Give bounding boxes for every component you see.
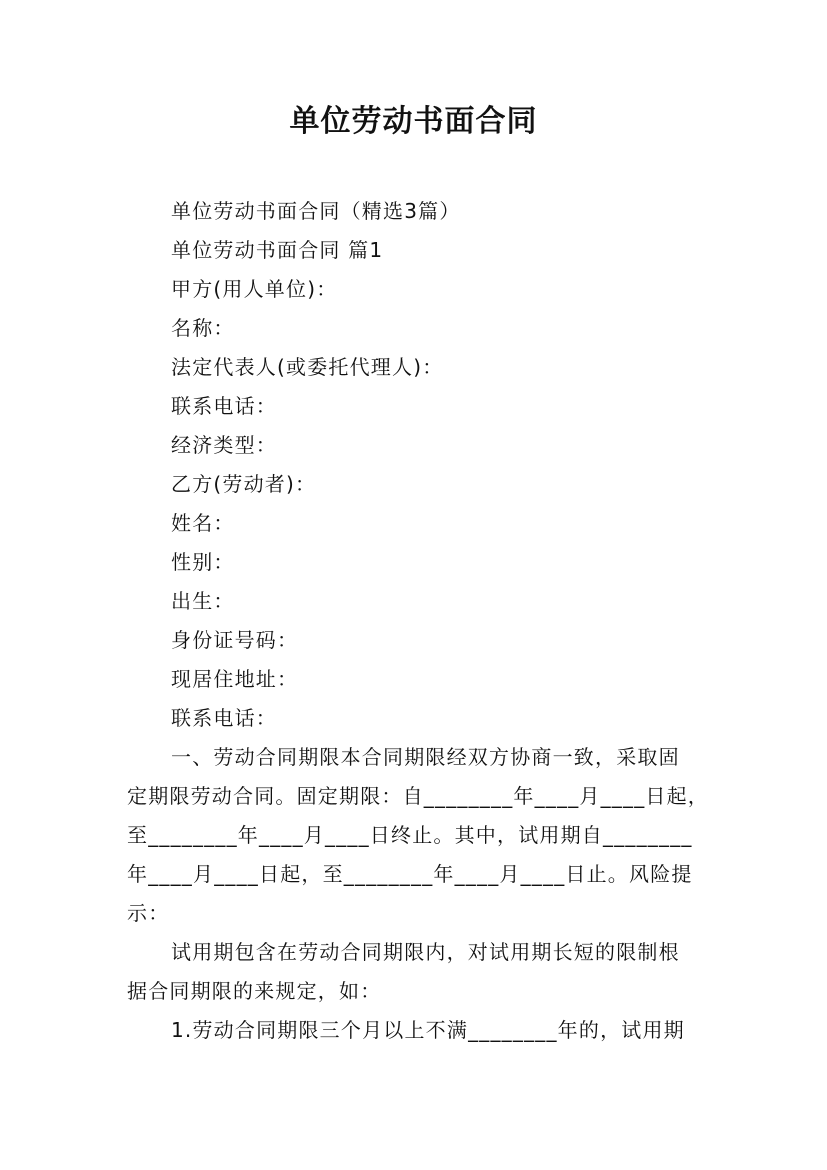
trial-period-line: 试用期包含在劳动合同期限内，对试用期长短的限制根 — [171, 940, 680, 964]
gender-label: 性别： — [171, 550, 235, 574]
item-1-line: 1.劳动合同期限三个月以上不满________年的，试用期 — [171, 1018, 685, 1042]
clause-1-line: 定期限劳动合同。固定期限：自________年____月____日起， — [127, 784, 709, 808]
trial-period-line: 据合同期限的来规定，如： — [127, 979, 382, 1003]
economic-type-label: 经济类型： — [171, 433, 277, 457]
party-a-label: 甲方(用人单位)： — [171, 277, 338, 301]
section-heading: 单位劳动书面合同 篇1 — [171, 238, 384, 262]
id-number-label: 身份证号码： — [171, 628, 299, 652]
subtitle-line: 单位劳动书面合同（精选3篇） — [171, 199, 461, 223]
clause-1-line: 一、劳动合同期限本合同期限经双方协商一致，采取固 — [171, 745, 680, 769]
clause-1-line: 示： — [127, 901, 170, 925]
party-b-label: 乙方(劳动者)： — [171, 472, 317, 496]
full-name-label: 姓名： — [171, 511, 235, 535]
document-title: 单位劳动书面合同 — [289, 104, 538, 139]
phone-label-a: 联系电话： — [171, 394, 277, 418]
clause-1-line: 至________年____月____日终止。其中，试用期自________ — [127, 823, 693, 847]
phone-label-b: 联系电话： — [171, 706, 277, 730]
clause-1-line: 年____月____日起，至________年____月____日止。风险提 — [127, 862, 693, 886]
name-field-label: 名称： — [171, 316, 235, 340]
address-label: 现居住地址： — [171, 667, 299, 691]
birth-label: 出生： — [171, 589, 235, 613]
legal-rep-label: 法定代表人(或委托代理人)： — [171, 355, 444, 379]
